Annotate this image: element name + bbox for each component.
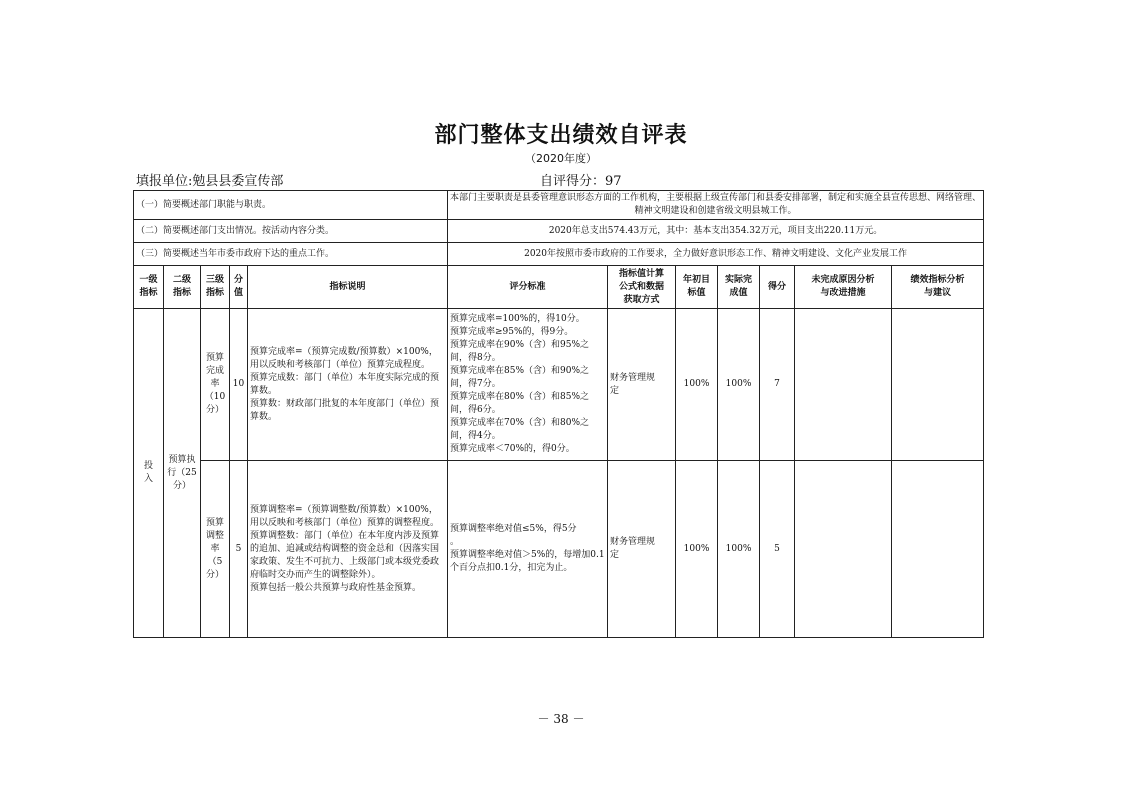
reason-cell bbox=[795, 309, 892, 461]
section-row bbox=[134, 191, 984, 220]
method-cell: 财务管理规 定 bbox=[608, 309, 676, 461]
section-content: 本部门主要职责是县委管理意识形态方面的工作机构，主要根据上级宣传部门和县委安排部署，制定和实施全县宣传思想、网络管理、精神文明建设和创建省级文明县城工作。 bbox=[448, 191, 984, 220]
header-level1: 一级 指标 bbox=[134, 266, 164, 309]
target-cell: 100% bbox=[676, 309, 718, 461]
reason-cell bbox=[795, 461, 892, 638]
header-target: 年初目 标值 bbox=[676, 266, 718, 309]
reporting-unit: 填报单位:勉县县委宣传部 bbox=[136, 174, 284, 189]
header-criteria: 评分标准 bbox=[448, 266, 608, 309]
table-row bbox=[134, 309, 984, 461]
method-cell: 财务管理规 定 bbox=[608, 461, 676, 638]
description-cell: 预算调整率=（预算调整数/预算数）×100%，用以反映和考核部门（单位）预算的调整程度。 预算调整数：部门（单位）在本年度内涉及预算的追加、追减或结构调整的资金总和（因落实国家政策、发生不可抗力、上级部门或本级党委政府临时交办而产生的调整除外）。 预算包括一般公共预算与政府性基金预算。 bbox=[248, 461, 448, 638]
section-label: （一）简要概述部门职能与职责。 bbox=[134, 191, 448, 220]
section-row bbox=[134, 243, 984, 266]
level2-cell: 预算执 行（25 分） bbox=[164, 309, 201, 638]
self-score: 自评得分：97 bbox=[540, 174, 622, 189]
table-row bbox=[134, 461, 984, 638]
section-row bbox=[134, 220, 984, 243]
header-suggestion: 绩效指标分析 与建议 bbox=[892, 266, 984, 309]
criteria-cell: 预算完成率=100%的，得10分。 预算完成率≥95%的，得9分。 预算完成率在90%（含）和95%之间，得8分。 预算完成率在85%（含）和90%之间，得7分。 预算完成率在80%（含）和85%之间，得6分。 预算完成率在70%（含）和80%之间，得4分。 预算完成率＜70%的，得0分。 bbox=[448, 309, 608, 461]
header-score: 得分 bbox=[760, 266, 795, 309]
header-points: 分 值 bbox=[230, 266, 248, 309]
section-content: 2020年按照市委市政府的工作要求，全力做好意识形态工作、精神文明建设、文化产业发展工作 bbox=[448, 243, 984, 266]
points-cell: 5 bbox=[230, 461, 248, 638]
description-cell: 预算完成率=（预算完成数/预算数）×100%，用以反映和考核部门（单位）预算完成程度。 预算完成数：部门（单位）本年度实际完成的预算数。 预算数：财政部门批复的本年度部门（单位）预算数。 bbox=[248, 309, 448, 461]
section-label: （三）简要概述当年市委市政府下达的重点工作。 bbox=[134, 243, 448, 266]
level1-cell: 投 入 bbox=[134, 309, 164, 638]
document-year: （2020年度） bbox=[525, 152, 597, 165]
section-content: 2020年总支出574.43万元，其中：基本支出354.32万元，项目支出220.11万元。 bbox=[448, 220, 984, 243]
level3-cell: 预算 调整 率 （5 分） bbox=[201, 461, 230, 638]
score-cell: 5 bbox=[760, 461, 795, 638]
evaluation-table bbox=[133, 190, 984, 638]
target-cell: 100% bbox=[676, 461, 718, 638]
suggestion-cell bbox=[892, 461, 984, 638]
points-cell: 10 bbox=[230, 309, 248, 461]
actual-cell: 100% bbox=[718, 461, 760, 638]
header-level2: 二级 指标 bbox=[164, 266, 201, 309]
header-method: 指标值计算 公式和数据 获取方式 bbox=[608, 266, 676, 309]
document-title: 部门整体支出绩效自评表 bbox=[434, 123, 688, 148]
header-level3: 三级 指标 bbox=[201, 266, 230, 309]
actual-cell: 100% bbox=[718, 309, 760, 461]
level3-cell: 预算 完成 率 （10 分） bbox=[201, 309, 230, 461]
criteria-cell: 预算调整率绝对值≤5%，得5分 。 预算调整率绝对值＞5%的，每增加0.1个百分点扣0.1分，扣完为止。 bbox=[448, 461, 608, 638]
section-label: （二）简要概述部门支出情况。按活动内容分类。 bbox=[134, 220, 448, 243]
page-number: － 38 － bbox=[537, 712, 585, 726]
suggestion-cell bbox=[892, 309, 984, 461]
header-row bbox=[134, 266, 984, 309]
score-cell: 7 bbox=[760, 309, 795, 461]
header-description: 指标说明 bbox=[248, 266, 448, 309]
header-reason: 未完成原因分析 与改进措施 bbox=[795, 266, 892, 309]
header-actual: 实际完 成值 bbox=[718, 266, 760, 309]
